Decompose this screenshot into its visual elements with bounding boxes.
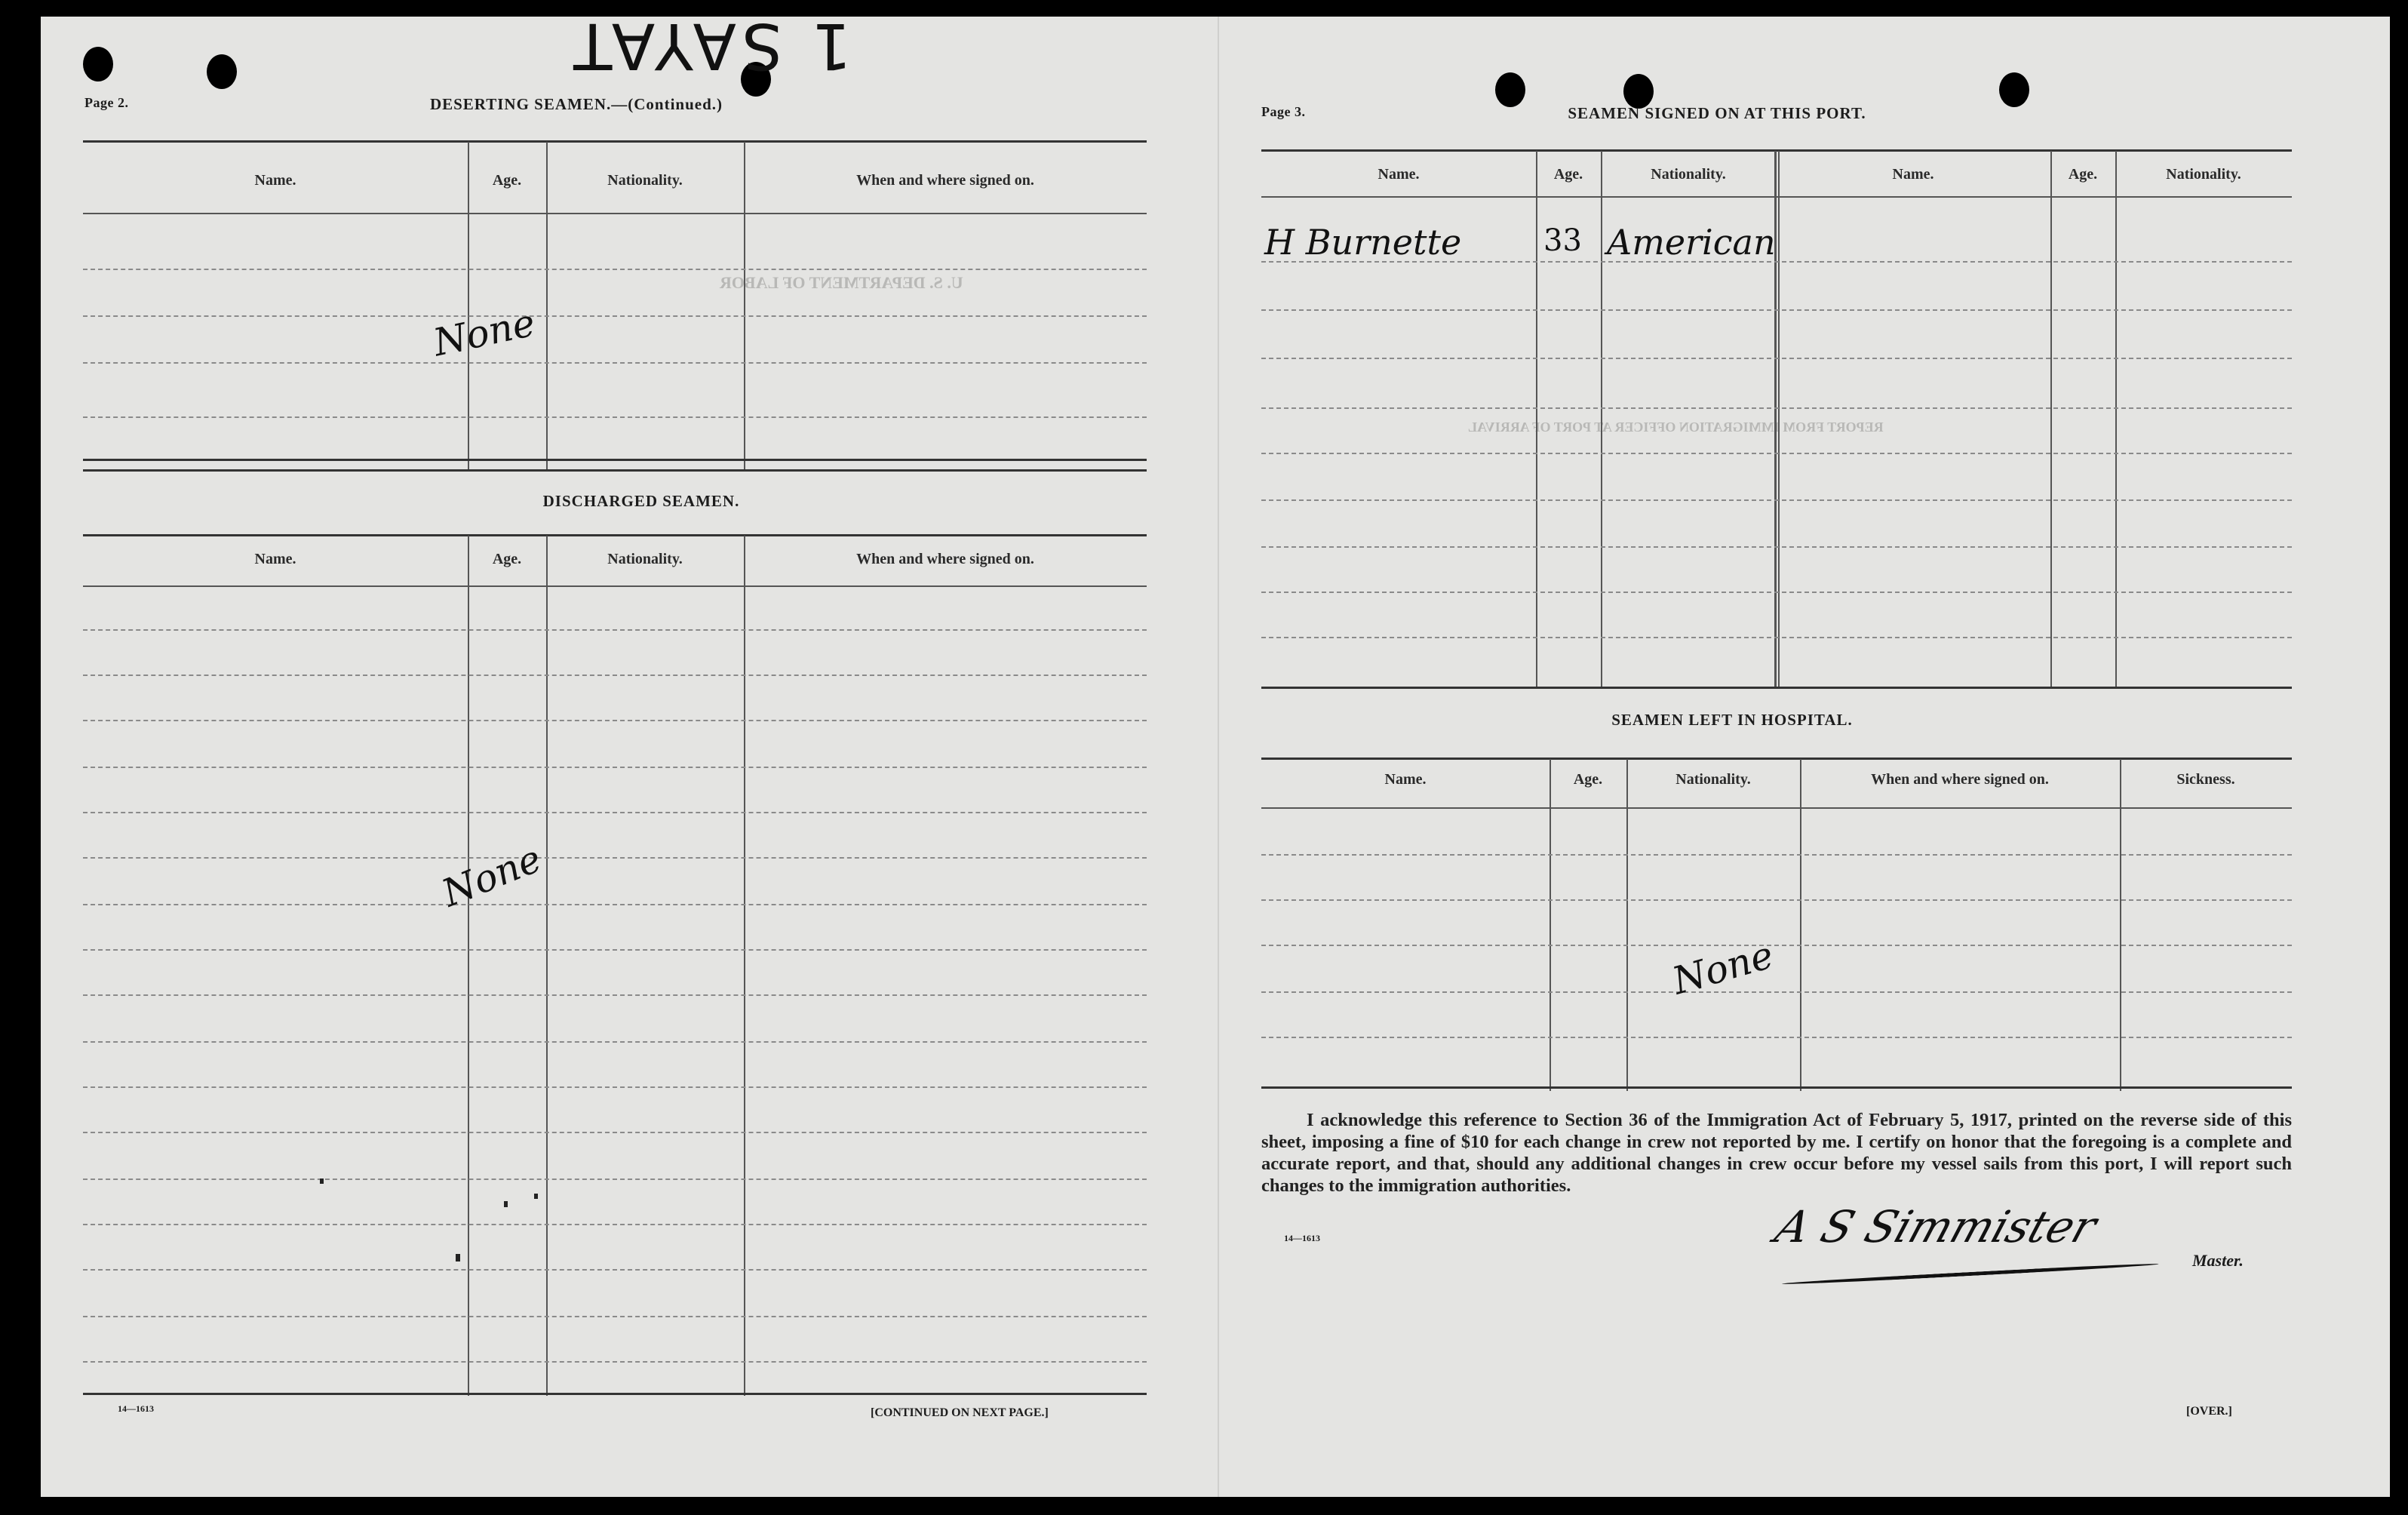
top-stamp: 1 SAYAT (569, 9, 852, 83)
punch-hole (83, 47, 113, 81)
discharged-entry: None (436, 836, 548, 916)
over-footer: [OVER.] (2186, 1405, 2232, 1418)
punch-hole (207, 54, 237, 89)
deserting-header-name: Name. (254, 172, 296, 189)
page-label: Page 2. (84, 95, 129, 110)
hospital-title: SEAMEN LEFT IN HOSPITAL. (1611, 711, 1853, 729)
discharged-title: DISCHARGED SEAMEN. (542, 492, 740, 510)
right-page (1218, 17, 2390, 1497)
deserting-title: DESERTING SEAMEN.—(Continued.) (429, 95, 723, 113)
signed-header-name: Name. (1378, 166, 1420, 183)
signed-header-nationality: Nationality. (1651, 166, 1726, 183)
punch-hole (1999, 72, 2029, 107)
deserting-header-age: Age. (492, 172, 522, 189)
master-label: Master. (2192, 1251, 2244, 1270)
discharged-header-age: Age. (492, 551, 522, 567)
signed-row-name: H Burnette (1264, 222, 1462, 263)
signed-header-nationality-2: Nationality. (2166, 166, 2241, 183)
discharged-header-nationality: Nationality. (607, 551, 683, 567)
page-label: Page 3. (1261, 104, 1306, 119)
punch-hole (1495, 72, 1525, 107)
form-number: 14—1613 (118, 1403, 154, 1414)
discharged-header-signed: When and where signed on. (856, 551, 1034, 567)
certification-text: I acknowledge this reference to Section 36 of the Immigration Act of February 5, 1917, printed on the reverse side of this sheet, imposing a fine of $10 for each change in crew not reported by me. I certify on honor that the foregoing is a complete and accurate report, and that, should any additional changes in crew occur before my vessel sails from this port, I will report such changes to the immigration authorities. (1261, 1110, 2292, 1196)
deserting-header-signed: When and where signed on. (856, 172, 1034, 189)
signed-header-name-2: Name. (1892, 166, 1934, 183)
continued-footer: [CONTINUED ON NEXT PAGE.] (871, 1406, 1049, 1419)
hospital-header-name: Name. (1384, 771, 1427, 788)
signed-header-age: Age. (1553, 166, 1583, 183)
master-signature: A S Simmister (1768, 1201, 2103, 1252)
form-number: 14—1613 (1284, 1233, 1320, 1243)
bleed-through-text: U. S. DEPARTMENT OF LABOR (720, 273, 963, 292)
signed-row-age: 33 (1543, 223, 1582, 258)
hospital-entry: None (1667, 933, 1779, 1003)
hospital-header-signed: When and where signed on. (1871, 771, 2049, 788)
signed-on-title: SEAMEN SIGNED ON AT THIS PORT. (1568, 104, 1866, 122)
hospital-header-nationality: Nationality. (1675, 771, 1751, 788)
hospital-header-sickness: Sickness. (2176, 771, 2235, 788)
bleed-through-text: REPORT FROM IMMIGRATION OFFICER AT PORT OF ARRIVAL (1468, 419, 1884, 435)
left-page (41, 9, 1218, 1497)
deserting-entry: None (429, 300, 539, 365)
deserting-header-nationality: Nationality. (607, 172, 683, 189)
signed-header-age-2: Age. (2068, 166, 2098, 183)
discharged-header-name: Name. (254, 551, 296, 567)
hospital-header-age: Age. (1573, 771, 1603, 788)
signature-flourish (1782, 1262, 2159, 1286)
signed-row-nationality: American (1607, 222, 1776, 263)
